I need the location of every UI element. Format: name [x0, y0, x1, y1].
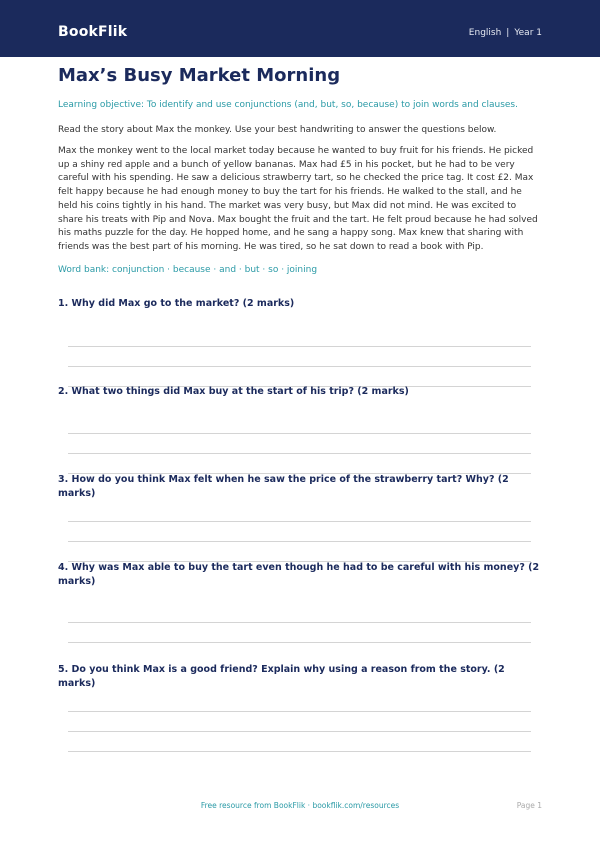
answer-line[interactable] — [68, 521, 531, 522]
answer-line[interactable] — [68, 622, 531, 623]
answer-line[interactable] — [68, 366, 531, 367]
question-5: 5. Do you think Max is a good friend? Explain why using a reason from the story. (2 marks) — [58, 664, 505, 689]
header-bar — [0, 0, 600, 57]
page-number: Page 1 — [516, 801, 542, 810]
footer-credit[interactable]: Free resource from BookFlik · bookflik.com/resources — [200, 801, 400, 810]
learning-objective: Learning objective: To identify and use conjunctions (and, but, so, because) to join words and clauses. — [58, 100, 518, 110]
answer-line[interactable] — [68, 642, 531, 643]
answer-line[interactable] — [68, 433, 531, 434]
question-1: 1. Why did Max go to the market? (2 marks) — [58, 298, 295, 309]
answer-line[interactable] — [68, 731, 531, 732]
answer-line[interactable] — [68, 541, 531, 542]
answer-line[interactable] — [68, 751, 531, 752]
question-2: 2. What two things did Max buy at the start of his trip? (2 marks) — [58, 386, 409, 397]
story-text: Max the monkey went to the local market today because he wanted to buy fruit for his friends. He picked up a shiny red apple and a bunch of yellow bananas. Max had £5 in his pocket, but he had to be very careful with his spending. He saw a delicious strawberry tart, so he checked the price tag. It cost £2. Max felt happy because he had enough money to buy the tart for his friends. He walked to the stall, and he held his coins tightly in his hand. The market was very busy, but Max did not mind. He was excited to share his treats with Pip and Nova. Max bought the fruit and the tart. He felt proud because he had solved his maths puzzle for the day. He hopped home, and he sang a happy song. Max knew that sharing with friends was the best part of his morning. He was tired, so he sat down to read a book with Pip. — [58, 146, 538, 252]
answer-line[interactable] — [68, 711, 531, 712]
header-meta — [469, 28, 542, 38]
brand-logo[interactable]: BookFlik — [58, 24, 128, 40]
answer-line[interactable] — [68, 453, 531, 454]
year-label: Year 1 — [514, 28, 542, 38]
answer-line[interactable] — [68, 346, 531, 347]
question-3: 3. How do you think Max felt when he saw the price of the strawberry tart? Why? (2 marks) — [58, 474, 509, 499]
question-4: 4. Why was Max able to buy the tart even though he had to be careful with his money? (2 marks) — [58, 562, 540, 587]
subject-label: English — [468, 28, 502, 38]
meta-separator: | — [506, 28, 510, 38]
page-title: Max’s Busy Market Morning — [58, 65, 341, 86]
instructions: Read the story about Max the monkey. Use your best handwriting to answer the questions below. — [58, 125, 497, 135]
word-bank: Word bank: conjunction · because · and · but · so · joining — [58, 265, 318, 275]
